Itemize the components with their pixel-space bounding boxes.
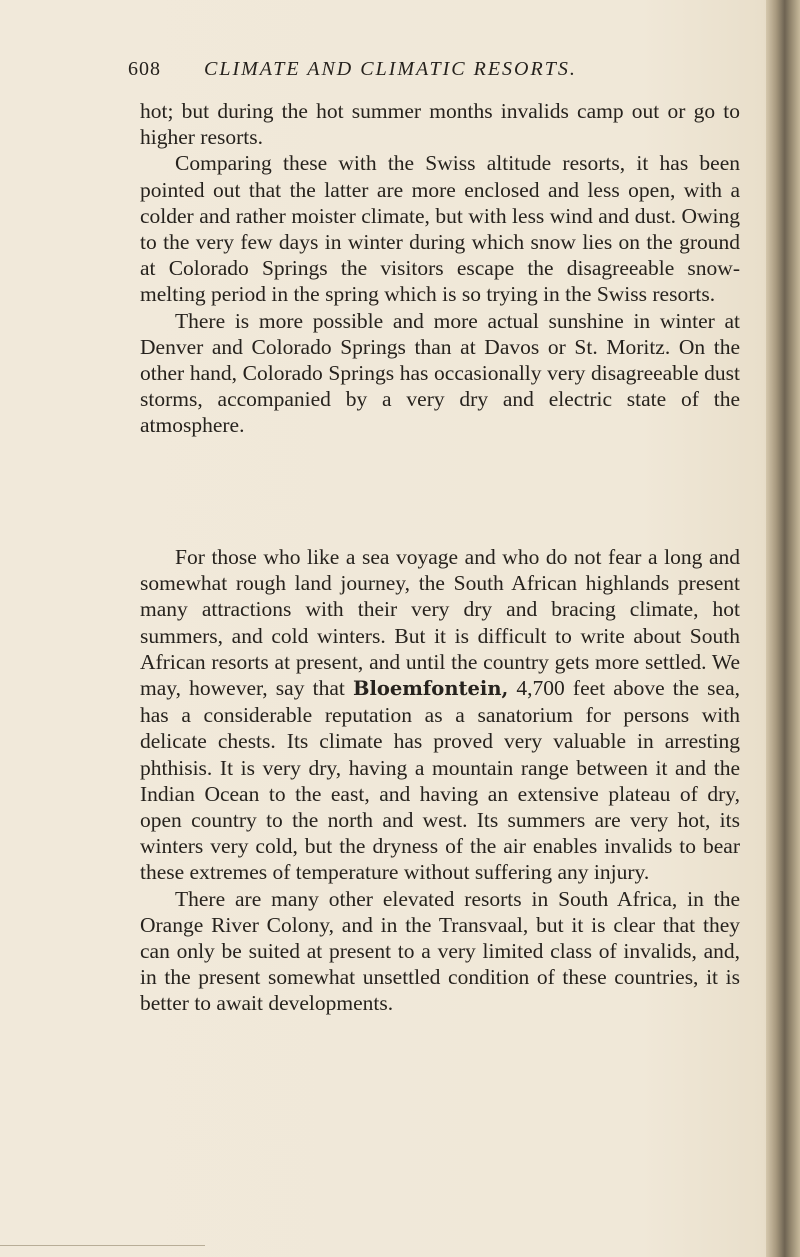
paragraph-4 [140, 544, 740, 886]
bloemfontein-term: Bloemfontein, [352, 677, 509, 701]
bottom-rule [0, 1245, 205, 1246]
page-number: 608 [128, 58, 161, 80]
body-text-section-1 [140, 98, 740, 439]
page-header [128, 54, 738, 88]
paragraph-5: There are many other elevated resorts in South Africa, in the Orange River Colony, and in the Transvaal, but it is clear that they can only be suited at present to a very limited class of invalids, and, in the present somewhat unsettled condition of these countries, it is better to await developments. [140, 886, 740, 1016]
paragraph-3: There is more possible and more actual sunshine in winter at Denver and Colorado Springs than at Davos or St. Moritz. On the other hand, Colorado Springs has occasionally very disagreeable dust storms, accompanied by a very dry and electric state of the atmosphere. [140, 308, 740, 438]
paragraph-1: hot; but during the hot summer months invalids camp out or go to higher resorts. [140, 99, 740, 150]
body-text-section-2 [140, 544, 740, 1017]
paragraph-2: Comparing these with the Swiss altitude resorts, it has been pointed out that the latter are more enclosed and less open, with a colder and rather moister climate, but with less wind and dust. Owing to the very few days in winter during which snow lies on the ground at Colorado Springs the visitors escape the disagreeable snow-melting period in the spring which is so trying in the Swiss resorts. [140, 151, 740, 307]
running-title: CLIMATE AND CLIMATIC RESORTS. [204, 58, 577, 80]
paragraph-4-rest: 4,700 feet above the sea, has a considerable reputation as a sanatorium for persons with delicate chests. Its climate has proved very valuable in arresting phthisis. It is very dry, having a mountain range between it and the Indian Ocean to the east, and having an extensive plateau of dry, open country to the north and west. Its summers are very hot, its winters very cold, but the dryness of the air enables invalids to bear these extremes of temperature without suffering any injury. [140, 676, 740, 885]
paragraph-4-lead: For those who like a sea voyage and who do not fear a long and somewhat rough land journey, the South African highlands present many attractions with their very dry and bracing climate, hot summers, and cold winters. But it is difficult to write about South African resorts at present, and until the country gets more settled. We may, however, say that [140, 545, 740, 701]
page-binding-edge [766, 0, 800, 1257]
